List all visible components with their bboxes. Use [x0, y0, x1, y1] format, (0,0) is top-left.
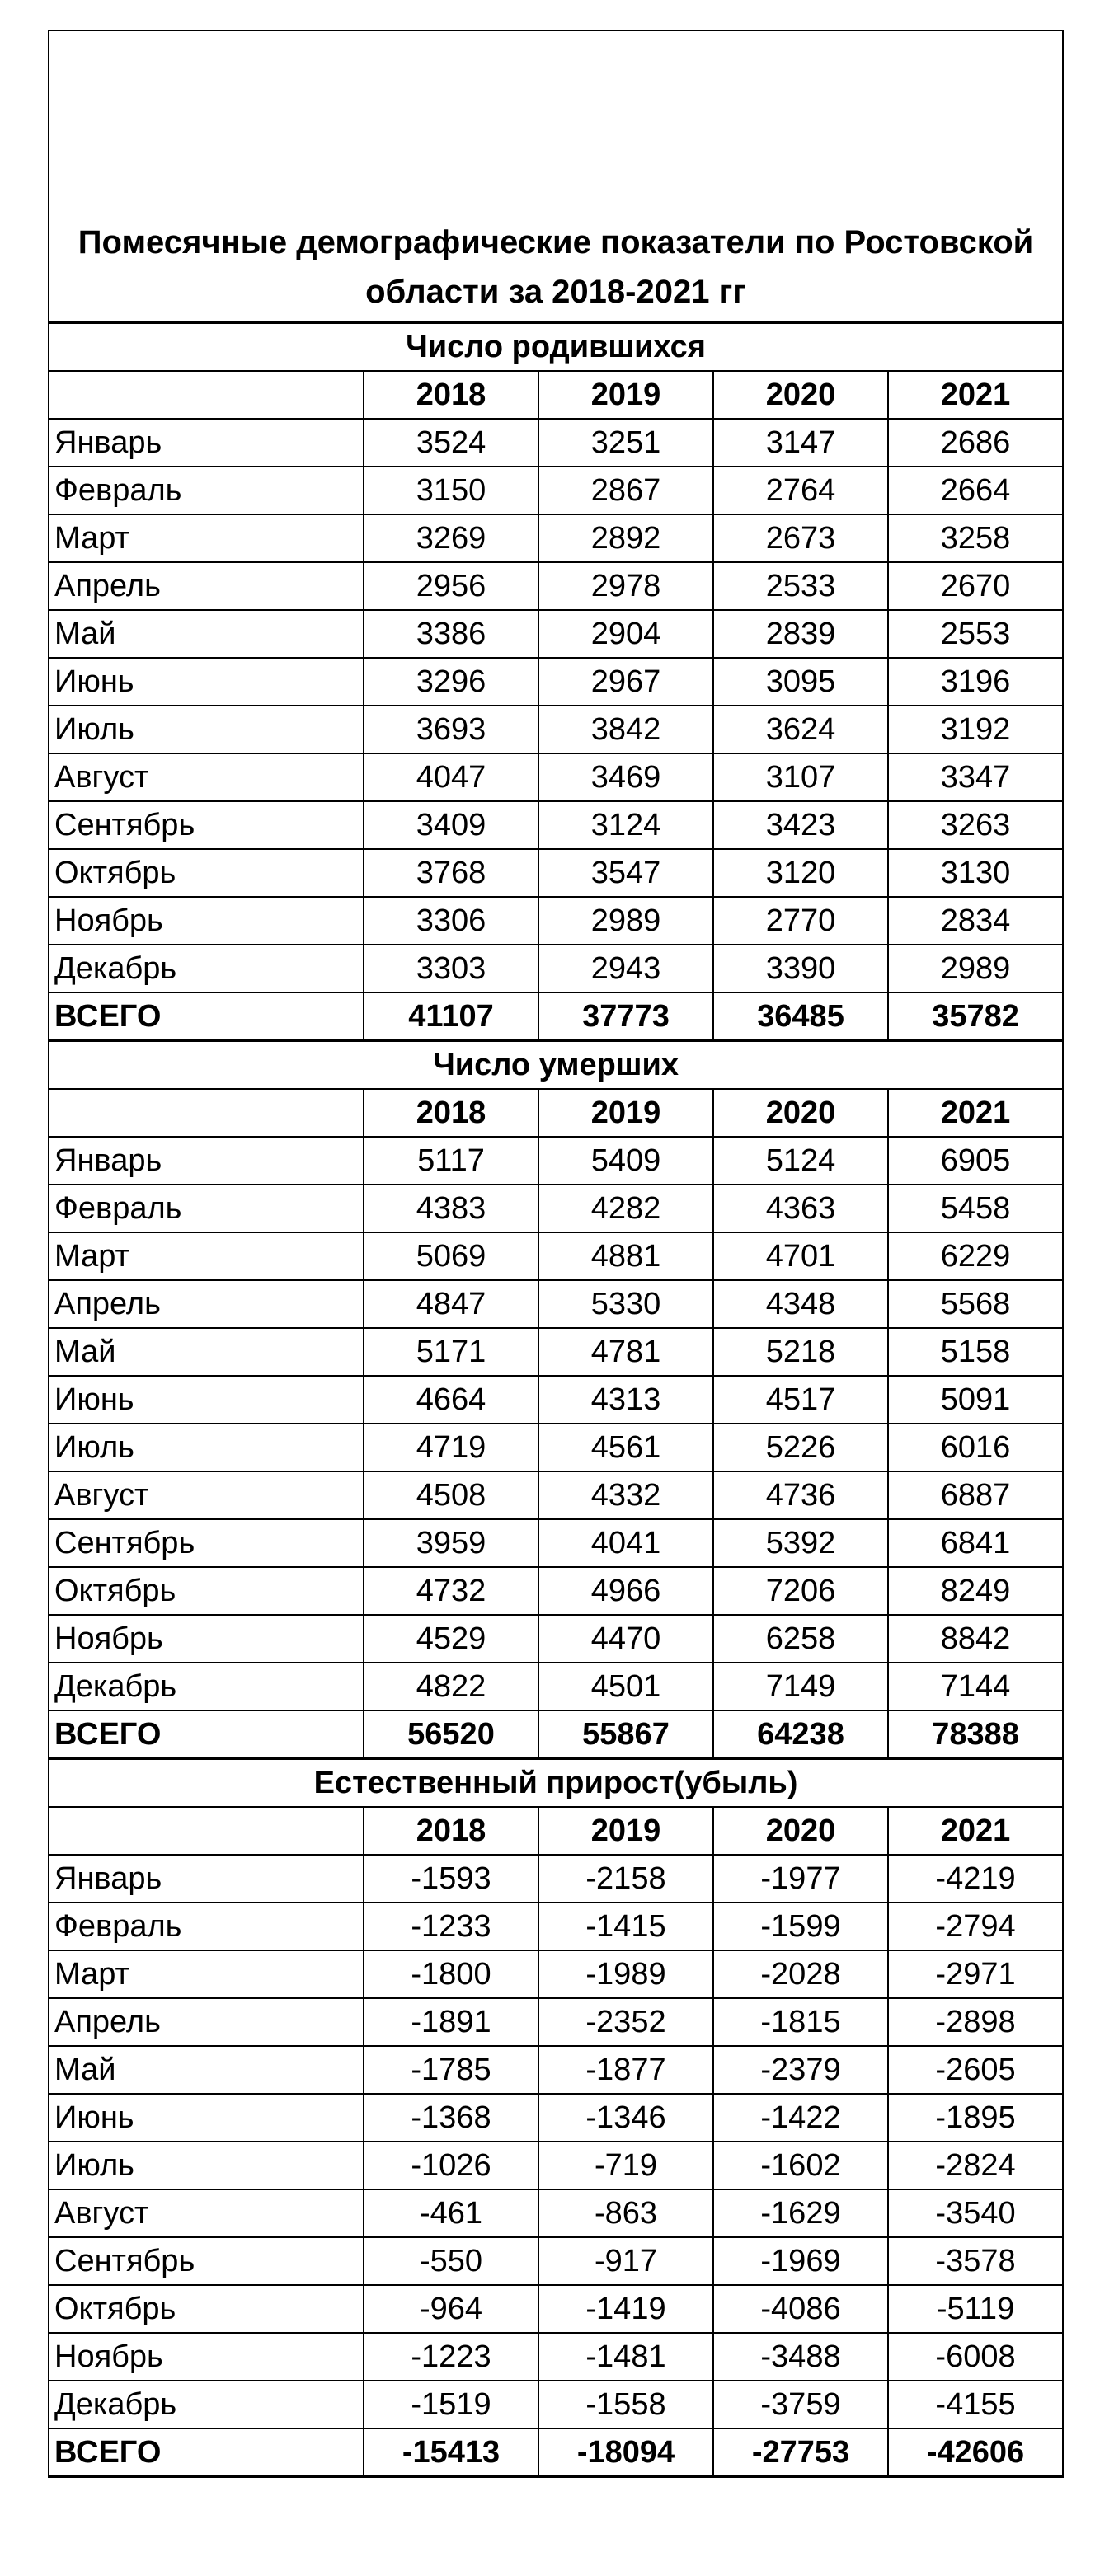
table-title: Помесячные демографические показатели по Ростовской области за 2018-2021 гг: [49, 30, 1063, 323]
table-row: [49, 467, 1063, 514]
value-cell: 3959: [364, 1519, 538, 1567]
value-cell: -1223: [364, 2333, 538, 2381]
value-cell: 2904: [538, 610, 713, 658]
value-cell: 4732: [364, 1567, 538, 1615]
month-label: Декабрь: [49, 945, 364, 992]
empty-header-cell: [49, 371, 364, 419]
month-label: Май: [49, 1328, 364, 1376]
value-cell: 3095: [713, 658, 888, 706]
value-cell: 2867: [538, 467, 713, 514]
value-cell: 6229: [888, 1232, 1063, 1280]
value-cell: 5458: [888, 1185, 1063, 1232]
value-cell: 4348: [713, 1280, 888, 1328]
value-cell: 4966: [538, 1567, 713, 1615]
value-cell: 4847: [364, 1280, 538, 1328]
value-cell: 5409: [538, 1137, 713, 1185]
month-label: Март: [49, 514, 364, 562]
value-cell: -1989: [538, 1950, 713, 1998]
value-cell: 4561: [538, 1424, 713, 1471]
month-label: Апрель: [49, 1280, 364, 1328]
month-label: Июнь: [49, 1376, 364, 1424]
value-cell: -1602: [713, 2142, 888, 2189]
demographics-table: [48, 30, 1064, 2478]
year-header-cell: 2020: [713, 1089, 888, 1137]
month-label: Май: [49, 2046, 364, 2094]
table-row: [49, 514, 1063, 562]
year-header-cell: 2019: [538, 371, 713, 419]
value-cell: 6016: [888, 1424, 1063, 1471]
value-cell: 4047: [364, 753, 538, 801]
value-cell: 3306: [364, 897, 538, 945]
value-cell: 4363: [713, 1185, 888, 1232]
table-row: [49, 419, 1063, 467]
value-cell: 4282: [538, 1185, 713, 1232]
value-cell: 2673: [713, 514, 888, 562]
month-label: Ноябрь: [49, 897, 364, 945]
month-label: Сентябрь: [49, 1519, 364, 1567]
month-label: Май: [49, 610, 364, 658]
value-cell: -1815: [713, 1998, 888, 2046]
value-cell: 3258: [888, 514, 1063, 562]
month-label: Октябрь: [49, 2285, 364, 2333]
year-header-row: [49, 1807, 1063, 1855]
table-row: [49, 2237, 1063, 2285]
value-cell: 5218: [713, 1328, 888, 1376]
table-row: [49, 2189, 1063, 2237]
value-cell: 5069: [364, 1232, 538, 1280]
month-label: Декабрь: [49, 1663, 364, 1710]
month-label: Апрель: [49, 562, 364, 610]
value-cell: 3842: [538, 706, 713, 753]
value-cell: -1415: [538, 1903, 713, 1950]
table-row: [49, 1280, 1063, 1328]
value-cell: 2989: [888, 945, 1063, 992]
value-cell: 4701: [713, 1232, 888, 1280]
value-cell: 3347: [888, 753, 1063, 801]
empty-header-cell: [49, 1089, 364, 1137]
value-cell: -1895: [888, 2094, 1063, 2142]
value-cell: 4501: [538, 1663, 713, 1710]
month-label: Ноябрь: [49, 2333, 364, 2381]
value-cell: 3386: [364, 610, 538, 658]
value-cell: 3547: [538, 849, 713, 897]
value-cell: 4664: [364, 1376, 538, 1424]
value-cell: 3120: [713, 849, 888, 897]
total-label: ВСЕГО: [49, 1710, 364, 1759]
value-cell: -4155: [888, 2381, 1063, 2428]
table-row: [49, 945, 1063, 992]
value-cell: 2978: [538, 562, 713, 610]
value-cell: 2670: [888, 562, 1063, 610]
table-row: [49, 1663, 1063, 1710]
value-cell: -2028: [713, 1950, 888, 1998]
year-header-cell: 2021: [888, 1089, 1063, 1137]
month-label: Апрель: [49, 1998, 364, 2046]
total-value-cell: 64238: [713, 1710, 888, 1759]
value-cell: -1969: [713, 2237, 888, 2285]
month-label: Октябрь: [49, 849, 364, 897]
value-cell: -2605: [888, 2046, 1063, 2094]
value-cell: -5119: [888, 2285, 1063, 2333]
year-header-cell: 2018: [364, 1807, 538, 1855]
value-cell: 4529: [364, 1615, 538, 1663]
value-cell: 7149: [713, 1663, 888, 1710]
value-cell: 2553: [888, 610, 1063, 658]
year-header-cell: 2019: [538, 1089, 713, 1137]
month-label: Декабрь: [49, 2381, 364, 2428]
value-cell: 2686: [888, 419, 1063, 467]
year-header-cell: 2018: [364, 1089, 538, 1137]
value-cell: 2892: [538, 514, 713, 562]
month-label: Февраль: [49, 1185, 364, 1232]
month-label: Январь: [49, 1855, 364, 1903]
month-label: Февраль: [49, 467, 364, 514]
value-cell: -1629: [713, 2189, 888, 2237]
value-cell: 6258: [713, 1615, 888, 1663]
table-row: [49, 1232, 1063, 1280]
table-row: [49, 753, 1063, 801]
total-value-cell: -15413: [364, 2428, 538, 2477]
value-cell: -4219: [888, 1855, 1063, 1903]
value-cell: 4881: [538, 1232, 713, 1280]
total-value-cell: 41107: [364, 992, 538, 1041]
value-cell: -3759: [713, 2381, 888, 2428]
value-cell: 3624: [713, 706, 888, 753]
month-label: Август: [49, 1471, 364, 1519]
section-title: Естественный прирост(убыль): [49, 1759, 1063, 1808]
value-cell: 3263: [888, 801, 1063, 849]
value-cell: -2352: [538, 1998, 713, 2046]
value-cell: 2956: [364, 562, 538, 610]
table-row: [49, 1903, 1063, 1950]
value-cell: 6887: [888, 1471, 1063, 1519]
value-cell: 4041: [538, 1519, 713, 1567]
value-cell: 6905: [888, 1137, 1063, 1185]
value-cell: -1785: [364, 2046, 538, 2094]
table-body: [49, 30, 1063, 2477]
table-row: [49, 1424, 1063, 1471]
value-cell: 6841: [888, 1519, 1063, 1567]
total-value-cell: 78388: [888, 1710, 1063, 1759]
year-header-row: [49, 1089, 1063, 1137]
value-cell: 4719: [364, 1424, 538, 1471]
value-cell: 3423: [713, 801, 888, 849]
value-cell: -2898: [888, 1998, 1063, 2046]
value-cell: 3124: [538, 801, 713, 849]
total-label: ВСЕГО: [49, 2428, 364, 2477]
table-row: [49, 2333, 1063, 2381]
table-row: [49, 1471, 1063, 1519]
value-cell: 2943: [538, 945, 713, 992]
value-cell: -719: [538, 2142, 713, 2189]
value-cell: -1877: [538, 2046, 713, 2094]
table-row: [49, 1855, 1063, 1903]
value-cell: -1419: [538, 2285, 713, 2333]
table-row: [49, 1567, 1063, 1615]
value-cell: 3130: [888, 849, 1063, 897]
value-cell: 2770: [713, 897, 888, 945]
value-cell: 3409: [364, 801, 538, 849]
month-label: Март: [49, 1950, 364, 1998]
value-cell: -1800: [364, 1950, 538, 1998]
value-cell: -1026: [364, 2142, 538, 2189]
title-row: [49, 30, 1063, 323]
table-row: [49, 897, 1063, 945]
table-row: [49, 801, 1063, 849]
month-label: Июнь: [49, 2094, 364, 2142]
table-row: [49, 2381, 1063, 2428]
value-cell: -1593: [364, 1855, 538, 1903]
value-cell: -1599: [713, 1903, 888, 1950]
total-row: [49, 1710, 1063, 1759]
total-value-cell: -42606: [888, 2428, 1063, 2477]
value-cell: -1977: [713, 1855, 888, 1903]
value-cell: 4822: [364, 1663, 538, 1710]
total-value-cell: 56520: [364, 1710, 538, 1759]
value-cell: 3192: [888, 706, 1063, 753]
section-title: Число родившихся: [49, 323, 1063, 372]
value-cell: 3303: [364, 945, 538, 992]
year-header-row: [49, 371, 1063, 419]
total-value-cell: -27753: [713, 2428, 888, 2477]
table-row: [49, 1185, 1063, 1232]
month-label: Октябрь: [49, 1567, 364, 1615]
value-cell: -550: [364, 2237, 538, 2285]
value-cell: 4313: [538, 1376, 713, 1424]
value-cell: 2989: [538, 897, 713, 945]
table-row: [49, 706, 1063, 753]
year-header-cell: 2021: [888, 371, 1063, 419]
value-cell: -6008: [888, 2333, 1063, 2381]
table-row: [49, 1998, 1063, 2046]
month-label: Июль: [49, 2142, 364, 2189]
value-cell: 5091: [888, 1376, 1063, 1424]
value-cell: 4517: [713, 1376, 888, 1424]
value-cell: 5117: [364, 1137, 538, 1185]
value-cell: -964: [364, 2285, 538, 2333]
value-cell: 2533: [713, 562, 888, 610]
month-label: Июль: [49, 1424, 364, 1471]
value-cell: -461: [364, 2189, 538, 2237]
table-row: [49, 1328, 1063, 1376]
table-row: [49, 2285, 1063, 2333]
month-label: Август: [49, 753, 364, 801]
total-value-cell: -18094: [538, 2428, 713, 2477]
value-cell: 5392: [713, 1519, 888, 1567]
value-cell: 5226: [713, 1424, 888, 1471]
value-cell: -1422: [713, 2094, 888, 2142]
total-value-cell: 37773: [538, 992, 713, 1041]
table-row: [49, 2094, 1063, 2142]
month-label: Январь: [49, 1137, 364, 1185]
value-cell: 3768: [364, 849, 538, 897]
value-cell: 5124: [713, 1137, 888, 1185]
total-row: [49, 992, 1063, 1041]
value-cell: 4332: [538, 1471, 713, 1519]
value-cell: -1346: [538, 2094, 713, 2142]
table-row: [49, 1950, 1063, 1998]
value-cell: -3488: [713, 2333, 888, 2381]
value-cell: 8842: [888, 1615, 1063, 1663]
total-label: ВСЕГО: [49, 992, 364, 1041]
value-cell: 2764: [713, 467, 888, 514]
value-cell: 2967: [538, 658, 713, 706]
value-cell: 3524: [364, 419, 538, 467]
value-cell: -2971: [888, 1950, 1063, 1998]
value-cell: 8249: [888, 1567, 1063, 1615]
month-label: Январь: [49, 419, 364, 467]
table-row: [49, 658, 1063, 706]
value-cell: 4470: [538, 1615, 713, 1663]
total-value-cell: 55867: [538, 1710, 713, 1759]
value-cell: 7144: [888, 1663, 1063, 1710]
year-header-cell: 2021: [888, 1807, 1063, 1855]
value-cell: 4383: [364, 1185, 538, 1232]
value-cell: 5568: [888, 1280, 1063, 1328]
section-header-row: [49, 323, 1063, 372]
value-cell: -1233: [364, 1903, 538, 1950]
year-header-cell: 2018: [364, 371, 538, 419]
total-value-cell: 35782: [888, 992, 1063, 1041]
value-cell: 3296: [364, 658, 538, 706]
demographics-sheet: [48, 30, 1064, 2478]
value-cell: 3269: [364, 514, 538, 562]
value-cell: 3150: [364, 467, 538, 514]
value-cell: -1891: [364, 1998, 538, 2046]
value-cell: 2834: [888, 897, 1063, 945]
total-value-cell: 36485: [713, 992, 888, 1041]
value-cell: -2379: [713, 2046, 888, 2094]
month-label: Сентябрь: [49, 801, 364, 849]
value-cell: 4736: [713, 1471, 888, 1519]
month-label: Ноябрь: [49, 1615, 364, 1663]
value-cell: 2664: [888, 467, 1063, 514]
year-header-cell: 2019: [538, 1807, 713, 1855]
value-cell: -917: [538, 2237, 713, 2285]
section-title: Число умерших: [49, 1041, 1063, 1090]
table-row: [49, 1615, 1063, 1663]
value-cell: 3251: [538, 419, 713, 467]
empty-header-cell: [49, 1807, 364, 1855]
value-cell: 3469: [538, 753, 713, 801]
value-cell: -4086: [713, 2285, 888, 2333]
value-cell: -3540: [888, 2189, 1063, 2237]
value-cell: -3578: [888, 2237, 1063, 2285]
month-label: Март: [49, 1232, 364, 1280]
value-cell: -1481: [538, 2333, 713, 2381]
month-label: Сентябрь: [49, 2237, 364, 2285]
value-cell: 2839: [713, 610, 888, 658]
value-cell: -1558: [538, 2381, 713, 2428]
value-cell: -1519: [364, 2381, 538, 2428]
table-row: [49, 562, 1063, 610]
value-cell: -2824: [888, 2142, 1063, 2189]
year-header-cell: 2020: [713, 371, 888, 419]
value-cell: 4781: [538, 1328, 713, 1376]
value-cell: -1368: [364, 2094, 538, 2142]
table-row: [49, 1137, 1063, 1185]
month-label: Август: [49, 2189, 364, 2237]
value-cell: 3147: [713, 419, 888, 467]
value-cell: 4508: [364, 1471, 538, 1519]
value-cell: 3107: [713, 753, 888, 801]
section-header-row: [49, 1759, 1063, 1808]
value-cell: -863: [538, 2189, 713, 2237]
total-row: [49, 2428, 1063, 2477]
value-cell: -2158: [538, 1855, 713, 1903]
value-cell: 5330: [538, 1280, 713, 1328]
table-row: [49, 2046, 1063, 2094]
month-label: Июль: [49, 706, 364, 753]
table-row: [49, 2142, 1063, 2189]
table-row: [49, 849, 1063, 897]
value-cell: -2794: [888, 1903, 1063, 1950]
month-label: Июнь: [49, 658, 364, 706]
value-cell: 7206: [713, 1567, 888, 1615]
table-row: [49, 610, 1063, 658]
table-row: [49, 1376, 1063, 1424]
table-row: [49, 1519, 1063, 1567]
month-label: Февраль: [49, 1903, 364, 1950]
year-header-cell: 2020: [713, 1807, 888, 1855]
value-cell: 5171: [364, 1328, 538, 1376]
value-cell: 3196: [888, 658, 1063, 706]
section-header-row: [49, 1041, 1063, 1090]
value-cell: 3693: [364, 706, 538, 753]
value-cell: 5158: [888, 1328, 1063, 1376]
value-cell: 3390: [713, 945, 888, 992]
